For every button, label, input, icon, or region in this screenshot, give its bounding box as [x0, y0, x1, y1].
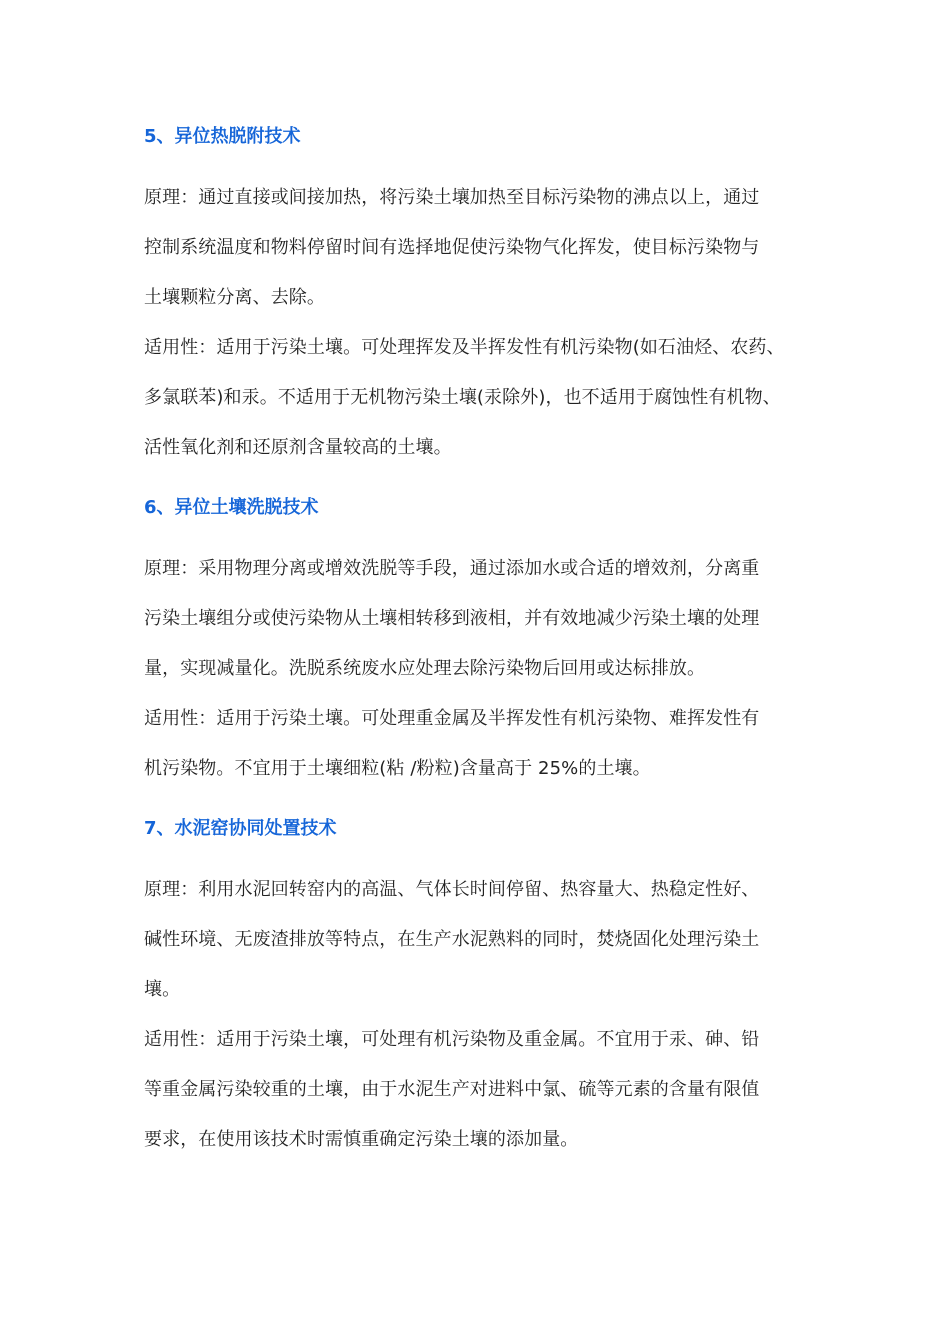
principle-paragraph [144, 173, 824, 323]
section-heading: 6、异位土壤洗脱技术 [144, 497, 319, 518]
section-soil-washing [144, 495, 824, 794]
text-line: 适用性：适用于污染土壤。可处理重金属及半挥发性有机污染物、难挥发性有 [144, 708, 760, 729]
text-line: 碱性环境、无废渣排放等特点，在生产水泥熟料的同时，焚烧固化处理污染土 [144, 929, 760, 950]
text-line: 多氯联苯)和汞。不适用于无机物污染土壤(汞除外)，也不适用于腐蚀性有机物、 [144, 387, 781, 408]
text-line: 机污染物。不宜用于土壤细粒(粘 /粉粒)含量高于 25%的土壤。 [144, 758, 651, 779]
text-line: 活性氧化剂和还原剂含量较高的土壤。 [144, 437, 452, 458]
section-cement-kiln [144, 816, 824, 1165]
applicability-paragraph [144, 1015, 824, 1165]
text-line: 等重金属污染较重的土壤，由于水泥生产对进料中氯、硫等元素的含量有限值 [144, 1079, 760, 1100]
applicability-paragraph [144, 323, 824, 473]
section-heading: 7、水泥窑协同处置技术 [144, 818, 337, 839]
section-heading: 5、异位热脱附技术 [144, 126, 301, 147]
principle-paragraph [144, 544, 824, 694]
document-page [144, 124, 824, 1187]
text-line: 原理：利用水泥回转窑内的高温、气体长时间停留、热容量大、热稳定性好、 [144, 879, 760, 900]
text-line: 土壤颗粒分离、去除。 [144, 287, 325, 308]
section-thermal-desorption [144, 124, 824, 473]
text-line: 原理：采用物理分离或增效洗脱等手段，通过添加水或合适的增效剂，分离重 [144, 558, 760, 579]
text-line: 适用性：适用于污染土壤。可处理挥发及半挥发性有机污染物(如石油烃、农药、 [144, 337, 785, 358]
principle-paragraph [144, 865, 824, 1015]
text-line: 壤。 [144, 979, 181, 1000]
text-line: 要求，在使用该技术时需慎重确定污染土壤的添加量。 [144, 1129, 579, 1150]
text-line: 适用性：适用于污染土壤，可处理有机污染物及重金属。不宜用于汞、砷、铅 [144, 1029, 760, 1050]
applicability-paragraph [144, 694, 824, 794]
text-line: 污染土壤组分或使污染物从土壤相转移到液相，并有效地减少污染土壤的处理 [144, 608, 760, 629]
text-line: 原理：通过直接或间接加热，将污染土壤加热至目标污染物的沸点以上，通过 [144, 187, 760, 208]
text-line: 量，实现减量化。洗脱系统废水应处理去除污染物后回用或达标排放。 [144, 658, 706, 679]
text-line: 控制系统温度和物料停留时间有选择地促使污染物气化挥发，使目标污染物与 [144, 237, 760, 258]
